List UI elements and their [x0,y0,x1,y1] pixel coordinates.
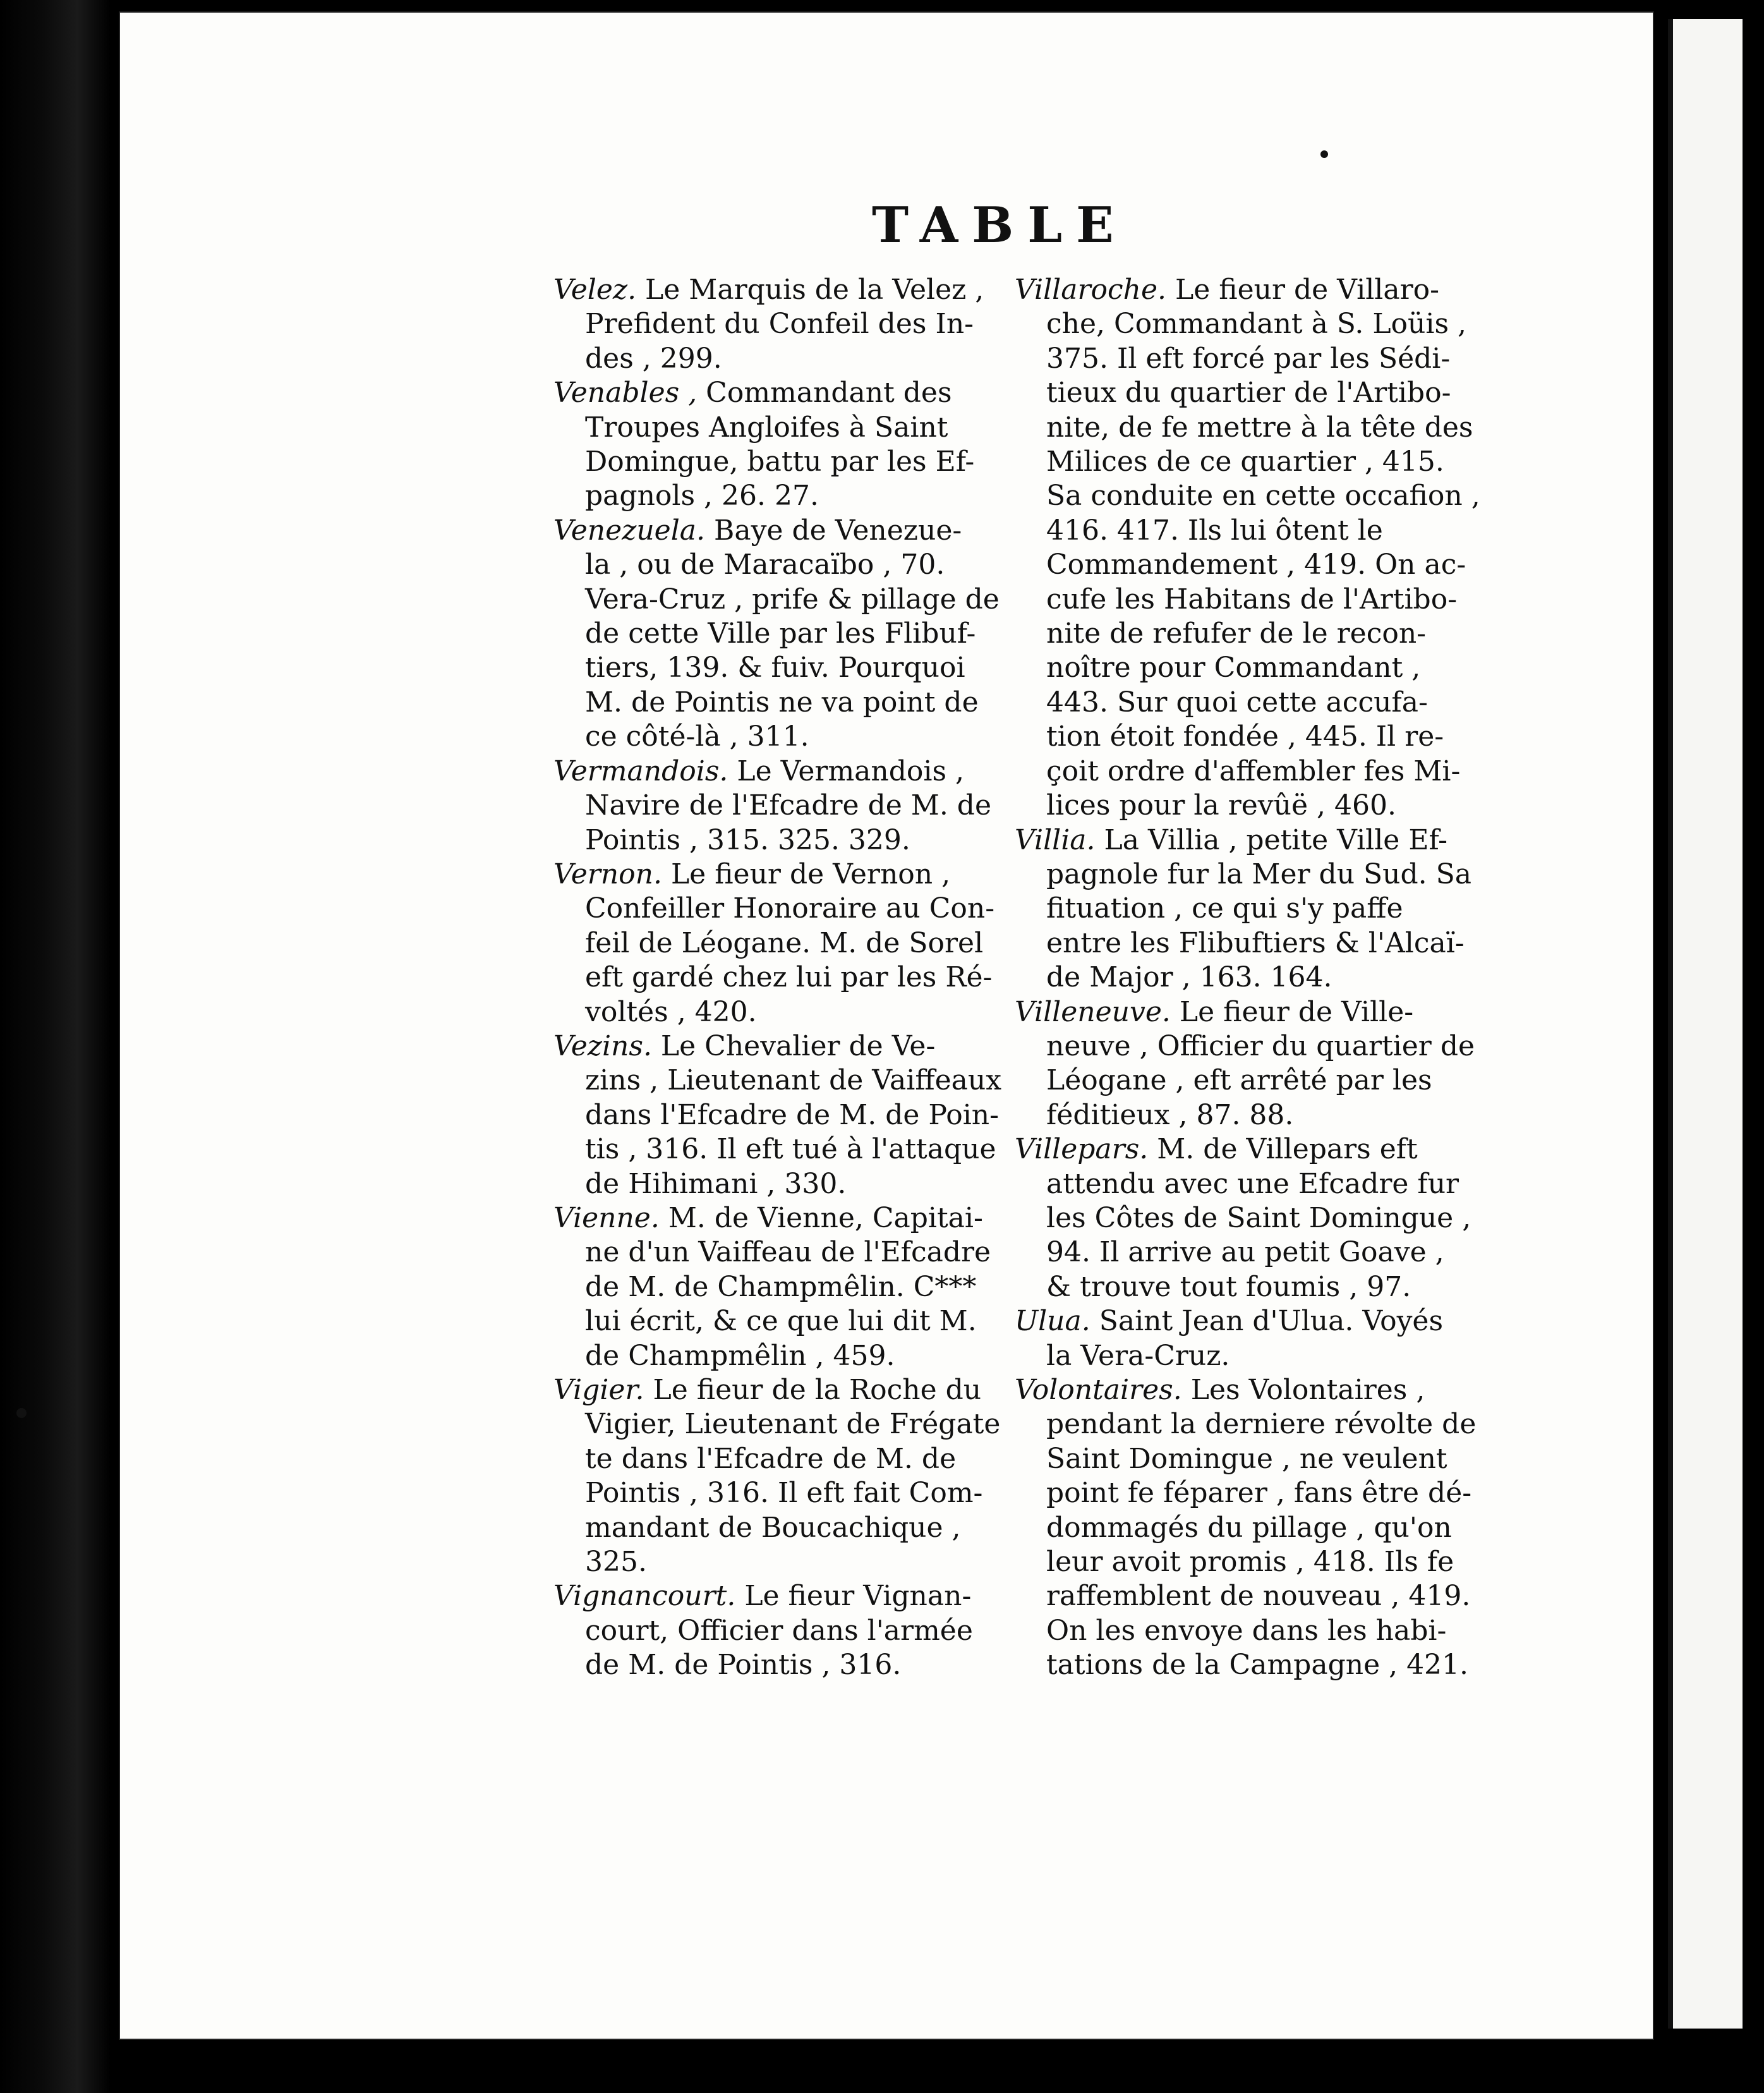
index-entry-line: noître pour Commandant , [1046,652,1421,684]
index-entry-line: ne d'un Vaiffeau de l'Efcadre [585,1236,991,1269]
index-entry [1015,823,1470,995]
index-entry-line: ce côté-là , 311. [585,720,809,753]
index-entry-line: Vernon. Le fieur de Vernon , [553,858,951,890]
index-entry-heading: Vienne. [553,1201,660,1234]
index-entry-line: & trouve tout foumis , 97. [1046,1270,1411,1303]
index-column-right [1015,273,1480,1683]
index-entry-line: tations de la Campagne , 421. [1046,1649,1469,1682]
index-entry-line: leur avoit promis , 418. Ils fe [1046,1546,1454,1579]
index-entry-line: 325. [585,1546,647,1579]
index-entry-line: Sa conduite en cette occafion , [1046,480,1480,513]
index-entry-line: les Côtes de Saint Domingue , [1046,1201,1471,1234]
index-entry-line: Ulua. Saint Jean d'Ulua. Voyés [1015,1305,1444,1338]
index-entry-line: 416. 417. Ils lui ôtent le [1046,514,1383,547]
book-leaf-right [1668,19,1743,2029]
index-entry-line: Prefident du Confeil des In- [585,308,974,341]
index-entry-line: de M. de Champmêlin. C*** [585,1270,977,1303]
index-entry-line: des , 299. [585,342,722,375]
index-entry-heading: Villeneuve. [1015,995,1171,1028]
book-edge-left [0,0,111,2093]
index-entry [1015,273,1480,823]
index-entry-line: Vermandois. Le Vermandois , [553,755,965,787]
ink-mark [16,1408,27,1418]
index-entry-line: voltés , 420. [585,995,757,1028]
index-entry-line: eft gardé chez lui par les Ré- [585,961,993,994]
index-entry-line: de Hihimani , 330. [585,1167,847,1200]
index-entry-heading: Vezins. [553,1029,652,1062]
index-entry [1015,995,1475,1133]
index-entry-line: pagnole fur la Mer du Sud. Sa [1046,858,1472,890]
index-entry-line: Venezuela. Baye de Venezue- [553,514,962,547]
index-entry-line: Saint Domingue , ne veulent [1046,1442,1447,1475]
index-entry-line: la Vera-Cruz. [1046,1339,1230,1372]
index-entry [553,273,1008,376]
index-entry [553,376,1008,514]
index-entry-heading: Venezuela. [553,514,706,547]
index-entry-line: fituation , ce qui s'y paffe [1046,892,1403,925]
index-entry-line: cufe les Habitans de l'Artibo- [1046,583,1458,616]
index-entry-line: de cette Ville par les Flibuf- [585,617,976,650]
index-entry-line: feil de Léogane. M. de Sorel [585,926,984,959]
index-column-left [553,273,1008,1683]
index-entry-heading: Vignancourt. [553,1580,736,1613]
index-entry-line: entre les Flibuftiers & l'Alcaï- [1046,926,1465,959]
index-entry-line: Vigier. Le fieur de la Roche du [553,1374,982,1406]
index-entry-line: Commandement , 419. On ac- [1046,549,1466,581]
index-entry [553,755,1008,858]
index-entry-line: tiers, 139. & fuiv. Pourquoi [585,652,965,684]
index-entry-line: Villeneuve. Le fieur de Ville- [1015,995,1414,1028]
index-entry-heading: Velez. [553,274,637,306]
index-entry-heading: Venables , [553,377,698,410]
index-entry [1015,1373,1477,1683]
index-entry-line: Velez. Le Marquis de la Velez , [553,274,984,306]
index-entry-line: raffemblent de nouveau , 419. [1046,1580,1471,1613]
index-entry-line: de M. de Pointis , 316. [585,1649,902,1682]
index-entry [553,514,1008,583]
index-entry [553,1201,1008,1373]
index-entry-line: Vienne. M. de Vienne, Capitai- [553,1201,983,1234]
index-entry-line: Léogane , eft arrêté par les [1046,1064,1432,1097]
index-entry-line: la , ou de Maracaïbo , 70. [585,549,945,581]
index-entry [553,858,1008,1029]
index-entry-line: Confeiller Honoraire au Con- [585,892,995,925]
index-entry [553,1579,1008,1682]
index-entry-line: de Major , 163. 164. [1046,961,1332,994]
index-entry-line: féditieux , 87. 88. [1046,1098,1294,1131]
index-entry-line: dommagés du pillage , qu'on [1046,1511,1452,1544]
index-entry-heading: Ulua. [1015,1305,1090,1338]
index-entry-heading: Villepars. [1015,1133,1149,1166]
index-entry-line: Venables , Commandant des [553,377,952,410]
index-entry-line: Volontaires. Les Volontaires , [1015,1374,1425,1406]
index-entry-line: attendu avec une Efcadre fur [1046,1167,1459,1200]
index-entry-heading: Vernon. [553,858,662,890]
index-entry-line: Villepars. M. de Villepars eft [1015,1133,1418,1166]
index-entry-line: tieux du quartier de l'Artibo- [1046,377,1451,410]
index-entry-line: Vezins. Le Chevalier de Ve- [553,1029,936,1062]
index-entry-line: lices pour la revûë , 460. [1046,789,1396,822]
index-entry [1015,1304,1470,1373]
index-entry-line: mandant de Boucachique , [585,1511,961,1544]
index-entry-line: 94. Il arrive au petit Goave , [1046,1236,1444,1269]
index-entry-line: 375. Il eft forcé par les Sédi- [1046,342,1451,375]
index-entry-line: Navire de l'Efcadre de M. de [585,789,992,822]
index-entry-heading: Villia. [1015,823,1096,856]
index-entry-line: 443. Sur quoi cette accufa- [1046,686,1428,719]
index-entry-line: neuve , Officier du quartier de [1046,1029,1475,1062]
page-title: TABLE [872,197,1128,254]
index-entry-line: che, Commandant à S. Loüis , [1046,308,1467,341]
index-entry-line: M. de Pointis ne va point de [585,686,979,719]
index-entry-line: Vera-Cruz , prife & pillage de [585,583,1000,616]
index-entry-line: tis , 316. Il eft tué à l'attaque [585,1133,996,1166]
index-entry-line: tion étoit fondée , 445. Il re- [1046,720,1444,753]
index-entry-line: Vignancourt. Le fieur Vignan- [553,1580,972,1613]
index-entry-line: Pointis , 315. 325. 329. [585,823,910,856]
index-entry-line: pagnols , 26. 27. [585,480,819,513]
index-entry-line: zins , Lieutenant de Vaiffeaux [585,1064,1002,1097]
index-entry [553,583,1008,755]
index-entry [553,1029,1008,1201]
index-entry-line: lui écrit, & ce que lui dit M. [585,1305,977,1338]
index-entry-line: Domingue, battu par les Ef- [585,446,975,478]
ink-mark [1320,150,1328,158]
index-entry-line: pendant la derniere révolte de [1046,1408,1477,1441]
index-entry-line: nite, de fe mettre à la tête des [1046,411,1473,444]
index-entry-line: nite de refufer de le recon- [1046,617,1427,650]
index-entry-line: On les envoye dans les habi- [1046,1614,1447,1647]
index-entry-line: Troupes Angloifes à Saint [585,411,948,444]
index-entry-line: Villia. La Villia , petite Ville Ef- [1015,823,1448,856]
index-entry-line: de Champmêlin , 459. [585,1339,895,1372]
index-entry-line: te dans l'Efcadre de M. de [585,1442,957,1475]
index-entry-line: çoit ordre d'affembler fes Mi- [1046,755,1461,787]
index-entry-line: dans l'Efcadre de M. de Poin- [585,1098,999,1131]
index-entry-line: Pointis , 316. Il eft fait Com- [585,1477,983,1510]
index-entry-line: Milices de ce quartier , 415. [1046,446,1444,478]
index-entry-heading: Vermandois. [553,755,728,787]
index-entry-line: Villaroche. Le fieur de Villaro- [1015,274,1439,306]
book-edge-right [1744,0,1764,2093]
index-entry-line: point fe féparer , fans être dé- [1046,1477,1472,1510]
index-entry [1015,1132,1470,1304]
index-entry [553,1373,1008,1579]
index-entry-heading: Vigier. [553,1374,644,1406]
index-entry-line: Vigier, Lieutenant de Frégate [585,1408,1001,1441]
index-entry-heading: Volontaires. [1015,1374,1182,1406]
index-entry-line: court, Officier dans l'armée [585,1614,973,1647]
index-entry-heading: Villaroche. [1015,274,1166,306]
